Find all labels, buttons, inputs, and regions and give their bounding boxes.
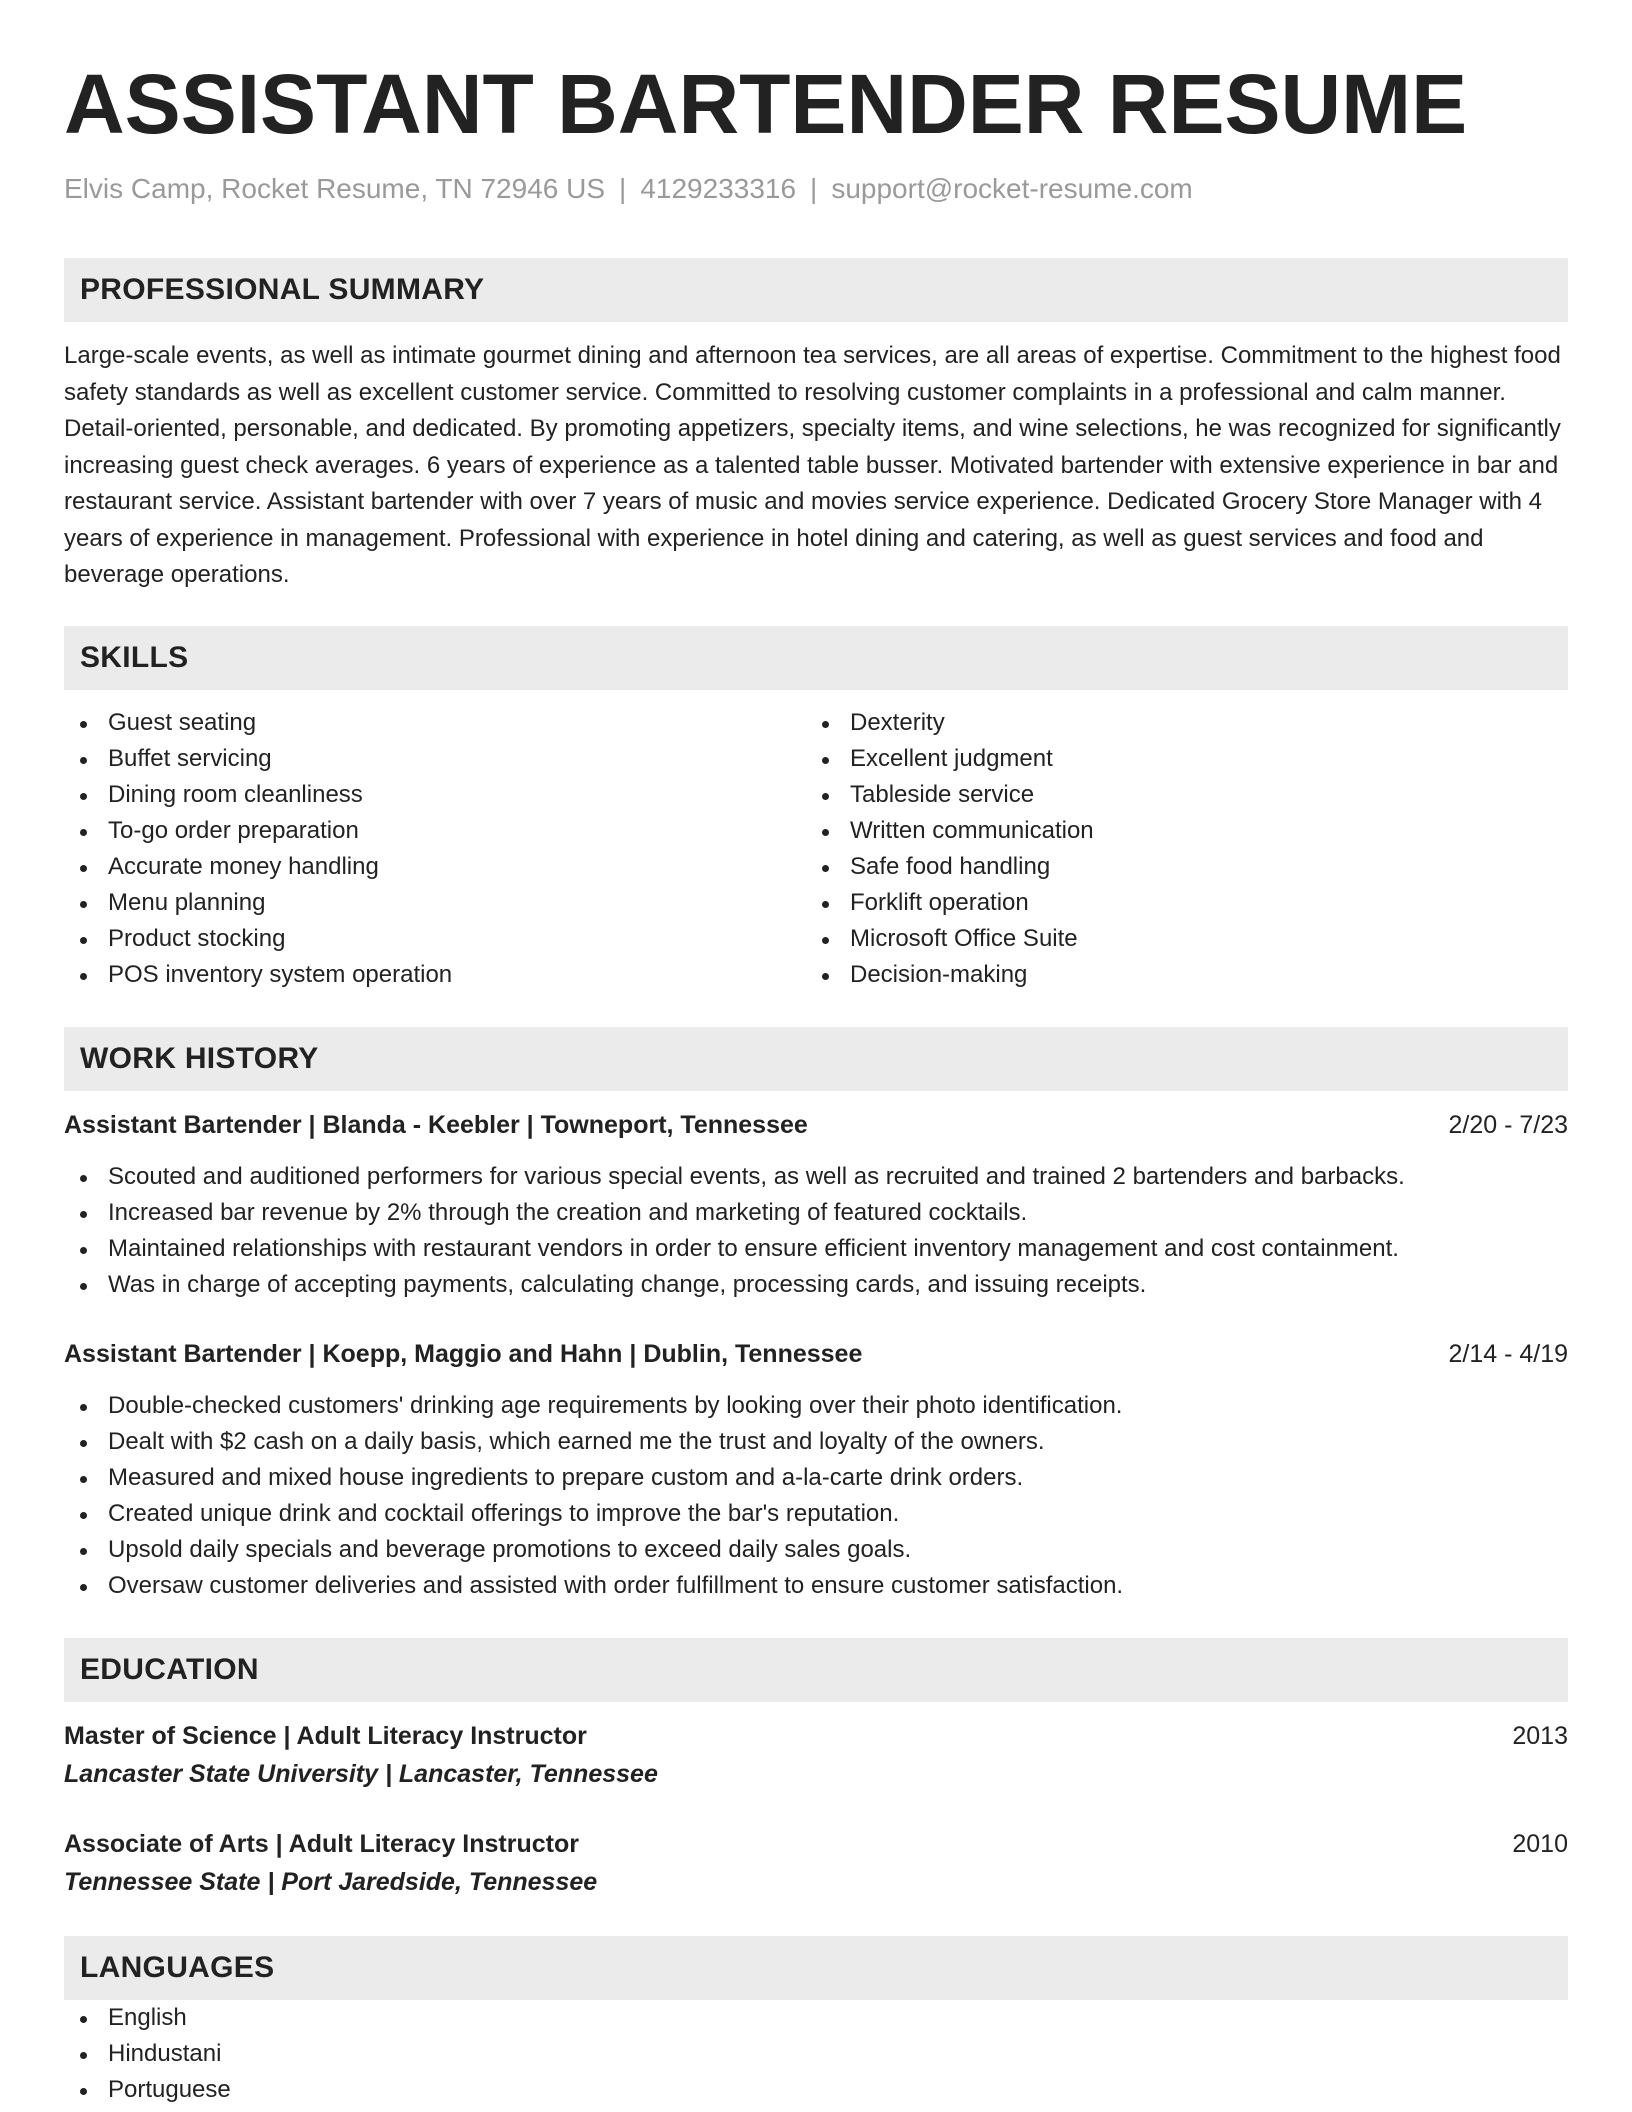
job-dates: 2/20 - 7/23 [1448, 1110, 1568, 1139]
job-bullet: Scouted and auditioned performers for various special events, as well as recruited and trained 2 bartenders and barbacks. [64, 1159, 1568, 1195]
work-history-heading: WORK HISTORY [64, 1027, 1568, 1091]
contact-line [64, 172, 1568, 206]
skill-item: Decision-making [806, 957, 1548, 993]
job-header [64, 1107, 1568, 1143]
skill-item: Dexterity [806, 705, 1548, 741]
contact-separator: | [619, 173, 627, 204]
resume-title: ASSISTANT BARTENDER RESUME [64, 57, 1468, 151]
skill-item: Safe food handling [806, 849, 1548, 885]
contact-email: support@rocket-resume.com [831, 173, 1193, 204]
skill-item: Buffet servicing [64, 741, 806, 777]
job-title: Assistant Bartender | Blanda - Keebler | Towneport, Tennessee [64, 1110, 808, 1139]
job-dates: 2/14 - 4/19 [1448, 1339, 1568, 1368]
skill-item: To-go order preparation [64, 813, 806, 849]
job-bullet: Was in charge of accepting payments, calculating change, processing cards, and issuing receipts. [64, 1267, 1568, 1303]
skill-item: Dining room cleanliness [64, 777, 806, 813]
job-bullet: Increased bar revenue by 2% through the creation and marketing of featured cocktails. [64, 1195, 1568, 1231]
languages-list [64, 2000, 1568, 2108]
skills-heading: SKILLS [64, 626, 1568, 690]
education-degree: Associate of Arts | Adult Literacy Instructor [64, 1829, 579, 1858]
contact-separator: | [810, 173, 818, 204]
job-bullet: Created unique drink and cocktail offerings to improve the bar's reputation. [64, 1496, 1568, 1532]
education-header [64, 1826, 1568, 1862]
summary-heading: PROFESSIONAL SUMMARY [64, 258, 1568, 322]
languages-heading: LANGUAGES [64, 1936, 1568, 2000]
job-entry [64, 1107, 1568, 1303]
education-school: Tennessee State | Port Jaredside, Tennessee [64, 1867, 598, 1896]
education-entry [64, 1826, 1568, 1900]
job-entry [64, 1336, 1568, 1604]
education-heading: EDUCATION [64, 1638, 1568, 1702]
contact-address: Elvis Camp, Rocket Resume, TN 72946 US [64, 173, 606, 204]
job-bullet: Measured and mixed house ingredients to prepare custom and a-la-carte drink orders. [64, 1460, 1568, 1496]
education-year: 2013 [1512, 1721, 1568, 1750]
skill-item: Excellent judgment [806, 741, 1548, 777]
job-bullet: Upsold daily specials and beverage promotions to exceed daily sales goals. [64, 1532, 1568, 1568]
job-bullets [64, 1159, 1568, 1303]
skill-item: Tableside service [806, 777, 1548, 813]
skill-item: Guest seating [64, 705, 806, 741]
language-item: Hindustani [64, 2036, 1568, 2072]
skill-item: Written communication [806, 813, 1548, 849]
skill-item: Product stocking [64, 921, 806, 957]
education-year: 2010 [1512, 1829, 1568, 1858]
skill-item: Forklift operation [806, 885, 1548, 921]
skill-item: Menu planning [64, 885, 806, 921]
skills-left-column [64, 705, 806, 993]
education-header [64, 1718, 1568, 1754]
job-header [64, 1336, 1568, 1372]
job-bullet: Oversaw customer deliveries and assisted with order fulfillment to ensure customer satisfaction. [64, 1568, 1568, 1604]
skill-item: POS inventory system operation [64, 957, 806, 993]
job-bullet: Double-checked customers' drinking age requirements by looking over their photo identification. [64, 1388, 1568, 1424]
job-title: Assistant Bartender | Koepp, Maggio and Hahn | Dublin, Tennessee [64, 1339, 863, 1368]
education-entry [64, 1718, 1568, 1792]
job-bullet: Maintained relationships with restaurant vendors in order to ensure efficient inventory management and cost containment. [64, 1231, 1568, 1267]
language-item: Portuguese [64, 2072, 1568, 2108]
job-bullet: Dealt with $2 cash on a daily basis, which earned me the trust and loyalty of the owners. [64, 1424, 1568, 1460]
skill-item: Accurate money handling [64, 849, 806, 885]
summary-text: Large-scale events, as well as intimate gourmet dining and afternoon tea services, are all areas of expertise. Commitment to the highest food safety standards as well as excellent customer service. Committed to resolving customer complaints in a professional and calm manner. Detail-oriented, personable, and dedicated. By promoting appetizers, specialty items, and wine selections, he was recognized for significantly increasing guest check averages. 6 years of experience as a talented table busser. Motivated bartender with extensive experience in bar and restaurant service. Assistant bartender with over 7 years of music and movies service experience. Dedicated Grocery Store Manager with 4 years of experience in management. Professional with experience in hotel dining and catering, as well as guest services and food and beverage operations. [64, 342, 1561, 588]
language-item: English [64, 2000, 1568, 2036]
contact-phone: 4129233316 [640, 173, 797, 204]
education-degree: Master of Science | Adult Literacy Instructor [64, 1721, 587, 1750]
job-bullets [64, 1388, 1568, 1604]
skills-right-column [806, 705, 1548, 993]
education-school: Lancaster State University | Lancaster, Tennessee [64, 1759, 658, 1788]
skills-grid [64, 705, 1568, 993]
skill-item: Microsoft Office Suite [806, 921, 1548, 957]
